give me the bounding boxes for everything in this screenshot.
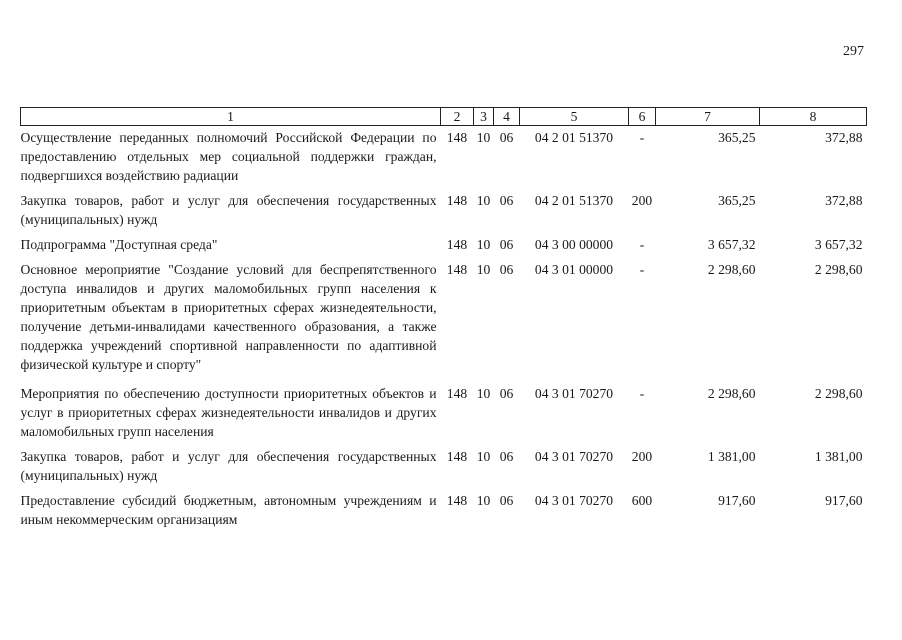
column-header-name: 1	[21, 108, 441, 126]
column-header-type: 6	[629, 108, 656, 126]
row-amount1: 917,60	[718, 493, 756, 508]
row-name: Мероприятия по обеспечению доступности приоритетных объектов и услуг в приоритетных сферах жизнедеятельности инвалидов и других маломобильных групп населения	[20, 386, 437, 439]
row-section: 10	[476, 493, 491, 508]
row-section: 10	[476, 449, 491, 464]
row-ministry: 148	[446, 449, 468, 464]
table-row	[21, 384, 867, 447]
row-amount2: 372,88	[825, 193, 863, 208]
row-amount2: 372,88	[825, 130, 863, 145]
table-row	[21, 126, 867, 192]
column-header-amount2: 8	[760, 108, 867, 126]
row-amount2: 3 657,32	[814, 237, 863, 252]
column-header-target: 5	[520, 108, 629, 126]
row-section: 10	[476, 262, 491, 277]
row-subsection: 06	[499, 386, 514, 401]
row-subsection: 06	[499, 237, 514, 252]
row-section: 10	[476, 386, 491, 401]
row-type: -	[639, 237, 645, 252]
row-subsection: 06	[499, 262, 514, 277]
row-amount1: 365,25	[718, 130, 756, 145]
table-row	[21, 260, 867, 384]
row-ministry: 148	[446, 262, 468, 277]
row-target: 04 3 01 70270	[534, 449, 614, 464]
row-type: 600	[631, 493, 653, 508]
row-amount1: 2 298,60	[707, 386, 756, 401]
table-row	[21, 491, 867, 535]
row-type: -	[639, 130, 645, 145]
row-name: Осуществление переданных полномочий Российской Федерации по предоставлению отдельных мер социальной поддержки граждан, подвергшихся воздействию радиации	[20, 130, 437, 183]
table-row	[21, 235, 867, 260]
row-ministry: 148	[446, 237, 468, 252]
row-target: 04 2 01 51370	[534, 130, 614, 145]
column-header-subsection: 4	[494, 108, 520, 126]
row-ministry: 148	[446, 193, 468, 208]
row-amount1: 1 381,00	[707, 449, 756, 464]
row-amount2: 1 381,00	[814, 449, 863, 464]
table-row	[21, 191, 867, 235]
row-section: 10	[476, 237, 491, 252]
row-subsection: 06	[499, 193, 514, 208]
row-subsection: 06	[499, 449, 514, 464]
row-amount1: 365,25	[718, 193, 756, 208]
row-type: 200	[631, 449, 653, 464]
row-ministry: 148	[446, 386, 468, 401]
column-header-ministry: 2	[441, 108, 474, 126]
row-type: -	[639, 386, 645, 401]
row-name: Предоставление субсидий бюджетным, автономным учреждениям и иным некоммерческим организациям	[20, 493, 437, 527]
row-amount2: 2 298,60	[814, 262, 863, 277]
row-amount1: 2 298,60	[707, 262, 756, 277]
row-ministry: 148	[446, 130, 468, 145]
page-number: 297	[843, 44, 864, 59]
row-name: Закупка товаров, работ и услуг для обеспечения государственных (муниципальных) нужд	[20, 193, 437, 227]
row-section: 10	[476, 193, 491, 208]
row-target: 04 3 01 70270	[534, 386, 614, 401]
row-amount2: 917,60	[825, 493, 863, 508]
row-type: -	[639, 262, 645, 277]
row-subsection: 06	[499, 493, 514, 508]
row-amount1: 3 657,32	[707, 237, 756, 252]
row-target: 04 2 01 51370	[534, 193, 614, 208]
row-name: Подпрограмма "Доступная среда"	[20, 237, 218, 252]
row-name: Закупка товаров, работ и услуг для обеспечения государственных (муниципальных) нужд	[20, 449, 437, 483]
row-type: 200	[631, 193, 653, 208]
column-header-amount1: 7	[656, 108, 760, 126]
row-ministry: 148	[446, 493, 468, 508]
budget-table	[20, 107, 867, 535]
table-row	[21, 447, 867, 491]
row-section: 10	[476, 130, 491, 145]
header-row	[21, 108, 867, 126]
row-subsection: 06	[499, 130, 514, 145]
row-amount2: 2 298,60	[814, 386, 863, 401]
row-target: 04 3 00 00000	[534, 237, 614, 252]
row-target: 04 3 01 00000	[534, 262, 614, 277]
column-header-section: 3	[474, 108, 494, 126]
row-name: Основное мероприятие "Создание условий для беспрепятственного доступа инвалидов и других маломобильных групп населения к приоритетным объектам в приоритетных сферах жизнедеятельности, получение детьми-инвалидами качественного образования, а также поддержка учреждений спортивной направленности по адаптивной физической культуре и спорту"	[20, 262, 437, 372]
row-target: 04 3 01 70270	[534, 493, 614, 508]
